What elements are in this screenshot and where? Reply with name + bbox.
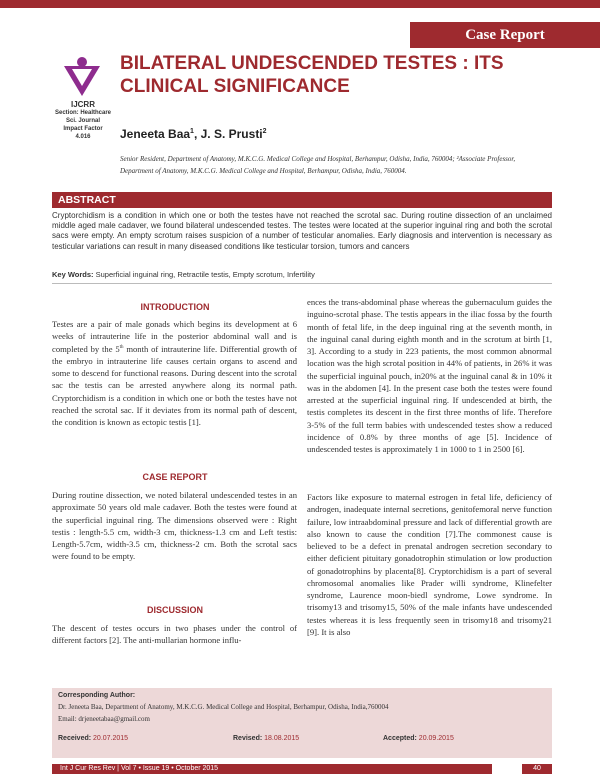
keywords-label: Key Words: — [52, 270, 94, 279]
author-sup: 1 — [190, 128, 194, 135]
author-name: Jeneeta Baa — [120, 127, 191, 141]
discussion-text: The descent of testes occurs in two phases under the control of different factors [2]. The anti-mullarian hormone influ- — [52, 623, 297, 646]
accepted-date — [383, 735, 454, 742]
intro-text-part: month of intrauterine life. Differential growth of the embryo in intrauterine life causes certain organs to ascend and some to descend for functional reasons. During descent into the scrotal sac the testis can be arrested anywhere along its normal path. Cryptorchidism is a condition in which one or both the testes have not reached the scrotal sac. If it deviates from its normal path of descent, the condition is known as ectopic testis [1]. — [52, 343, 297, 427]
abstract-heading: ABSTRACT — [52, 192, 552, 208]
revised-value: 18.08.2015 — [264, 735, 300, 742]
journal-logo-text — [48, 101, 118, 141]
footer-journal-info: Int J Cur Res Rev | Vol 7 • Issue 19 • October 2015 — [52, 764, 492, 774]
received-value: 20.07.2015 — [93, 735, 129, 742]
journal-logo-icon — [58, 56, 106, 100]
case-report-text: During routine dissection, we noted bilateral undescended testes in an approximate 50 years old male cadaver. Both the testes were found at the superficial inguinal ring. The dimensions observed were : Right testis : length-5.5 cm, width-3 cm, thickness-1.3 cm and Left testis: Length-5.7cm, width-3.5 cm, thickness-2 cm. Both the scrotal sacs were found to be empty. — [52, 490, 297, 562]
corresponding-author-heading: Corresponding Author: — [58, 692, 136, 699]
intro-text-part: Testes are a pair of male gonads which begins its development at 6 weeks of intrauterine life in the posterior abdominal wall and is completed by the 5 — [52, 319, 297, 354]
logo-name: IJCRR — [70, 100, 95, 109]
keywords — [52, 270, 552, 279]
accepted-label: Accepted: — [383, 735, 417, 742]
accepted-value: 20.09.2015 — [418, 735, 454, 742]
logo-line: 4.016 — [75, 134, 91, 140]
corresponding-author-address: Dr. Jeneeta Baa, Department of Anatomy, M.K.C.G. Medical College and Hospital, Berhampur, Odisha, India,760004 — [58, 703, 389, 711]
section-label: Case Report — [410, 22, 600, 48]
received-date — [58, 735, 128, 742]
abstract-text: Cryptorchidism is a condition in which one or both the testes have not reached the scrotal sac. During routine dissection of an unclaimed middle aged male cadaver, we found bilateral undescended testes. The testes were located at the superior inguinal ring and both the scrotal sacs were empty. An empty scrotum raises suspicion of a number of testicular anomalies. Early diagnosis and intervention is necessary as testicular variations can result in many diseased conditions like testicular torsion, tumors and cancers — [52, 211, 552, 251]
page-number: 40 — [522, 764, 552, 774]
affiliations — [120, 153, 550, 177]
logo-line: Section: Healthcare — [54, 110, 112, 116]
article-title — [120, 52, 540, 98]
title-line: CLINICAL SIGNIFICANCE — [120, 76, 350, 97]
introduction-heading: INTRODUCTION — [140, 302, 210, 312]
discussion-continued-p1: ences the trans-abdominal phase whereas the gubernaculum guides the inguino-scrotal phase. The testis appears in the iliac fossa by the fourth month of fetal life, in the deep inguinal ring at the seventh month, in the inguinal canal during eighth month and in the scrotum at birth [1, 3]. According to a study in 223 patients, the most common abnormal location was the high scrotal position in 44% of patients, in 26% it was the superficial inguinal pouch, in20% at the inguinal canal & in 10% it was in the abdomen [4]. In the present case both the testes were found arrested at the superficial inguinal ring. If undescended at birth, the testis completes its descent in the first three months of life. Therefore 3-5% of the full term babies with undescended testes show a reduced incidence of 0.8% by three months of age [5]. Incidence of undescended testes is approximately 1 in 1000 to 1 in 2500 [6]. — [307, 297, 552, 454]
corresponding-author-email[interactable]: Email: drjeneetabaa@gmail.com — [58, 715, 150, 723]
affiliation-line: Senior Resident, Department of Anatomy, M.K.C.G. Medical College and Hospital, Berhampur, Odisha, India, 760004; ²Associate Professor, — [120, 155, 516, 163]
divider — [52, 283, 552, 284]
author-sup: 2 — [262, 128, 267, 135]
introduction-text — [52, 318, 297, 428]
received-label: Received: — [58, 735, 92, 742]
intro-sup: th — [119, 344, 124, 350]
top-accent-bar — [0, 0, 600, 8]
authors — [120, 127, 267, 141]
revised-date — [233, 735, 299, 742]
logo-line: Impact Factor — [63, 126, 103, 132]
author-name: , J. S. Prusti — [193, 127, 263, 141]
case-report-heading: CASE REPORT — [142, 472, 208, 482]
discussion-heading: DISCUSSION — [146, 605, 203, 615]
affiliation-line: Department of Anatomy, M.K.C.G. Medical College and Hospital, Berhampur, Odisha, India, 760004. — [120, 167, 407, 175]
logo-line: Sci. Journal — [65, 118, 100, 124]
title-line: BILATERAL UNDESCENDED TESTES : ITS — [120, 53, 504, 74]
discussion-continued-p2: Factors like exposure to maternal estrogen in fetal life, deficiency of androgen, inadequate internal secretions, genitofemoral nerve function failure, low intraabdominal pressure and lack of differential growth are also known to cause the condition [7].The commonest cause is believed to be a defect in prenatal androgen secretion secondary to either deficient pituitary gonadotrophin stimulation or low production of gonadotrophins by placenta[8]. Cryptorchidism is a part of several chromosomal anomalies like Prader willi syndrome, Klinefelter syndrome, Laurence moon-biedl syndrome, Lowe syndrome. In trisomy13 and trisomy15, 50% of the male infants have undescended testes whereas it is less frequently seen in trisomy18 and trisomy21 [9]. It is also — [307, 492, 552, 637]
keywords-list: Superficial inguinal ring, Retractile testis, Empty scrotum, Infertility — [93, 270, 315, 279]
revised-label: Revised: — [233, 735, 263, 742]
